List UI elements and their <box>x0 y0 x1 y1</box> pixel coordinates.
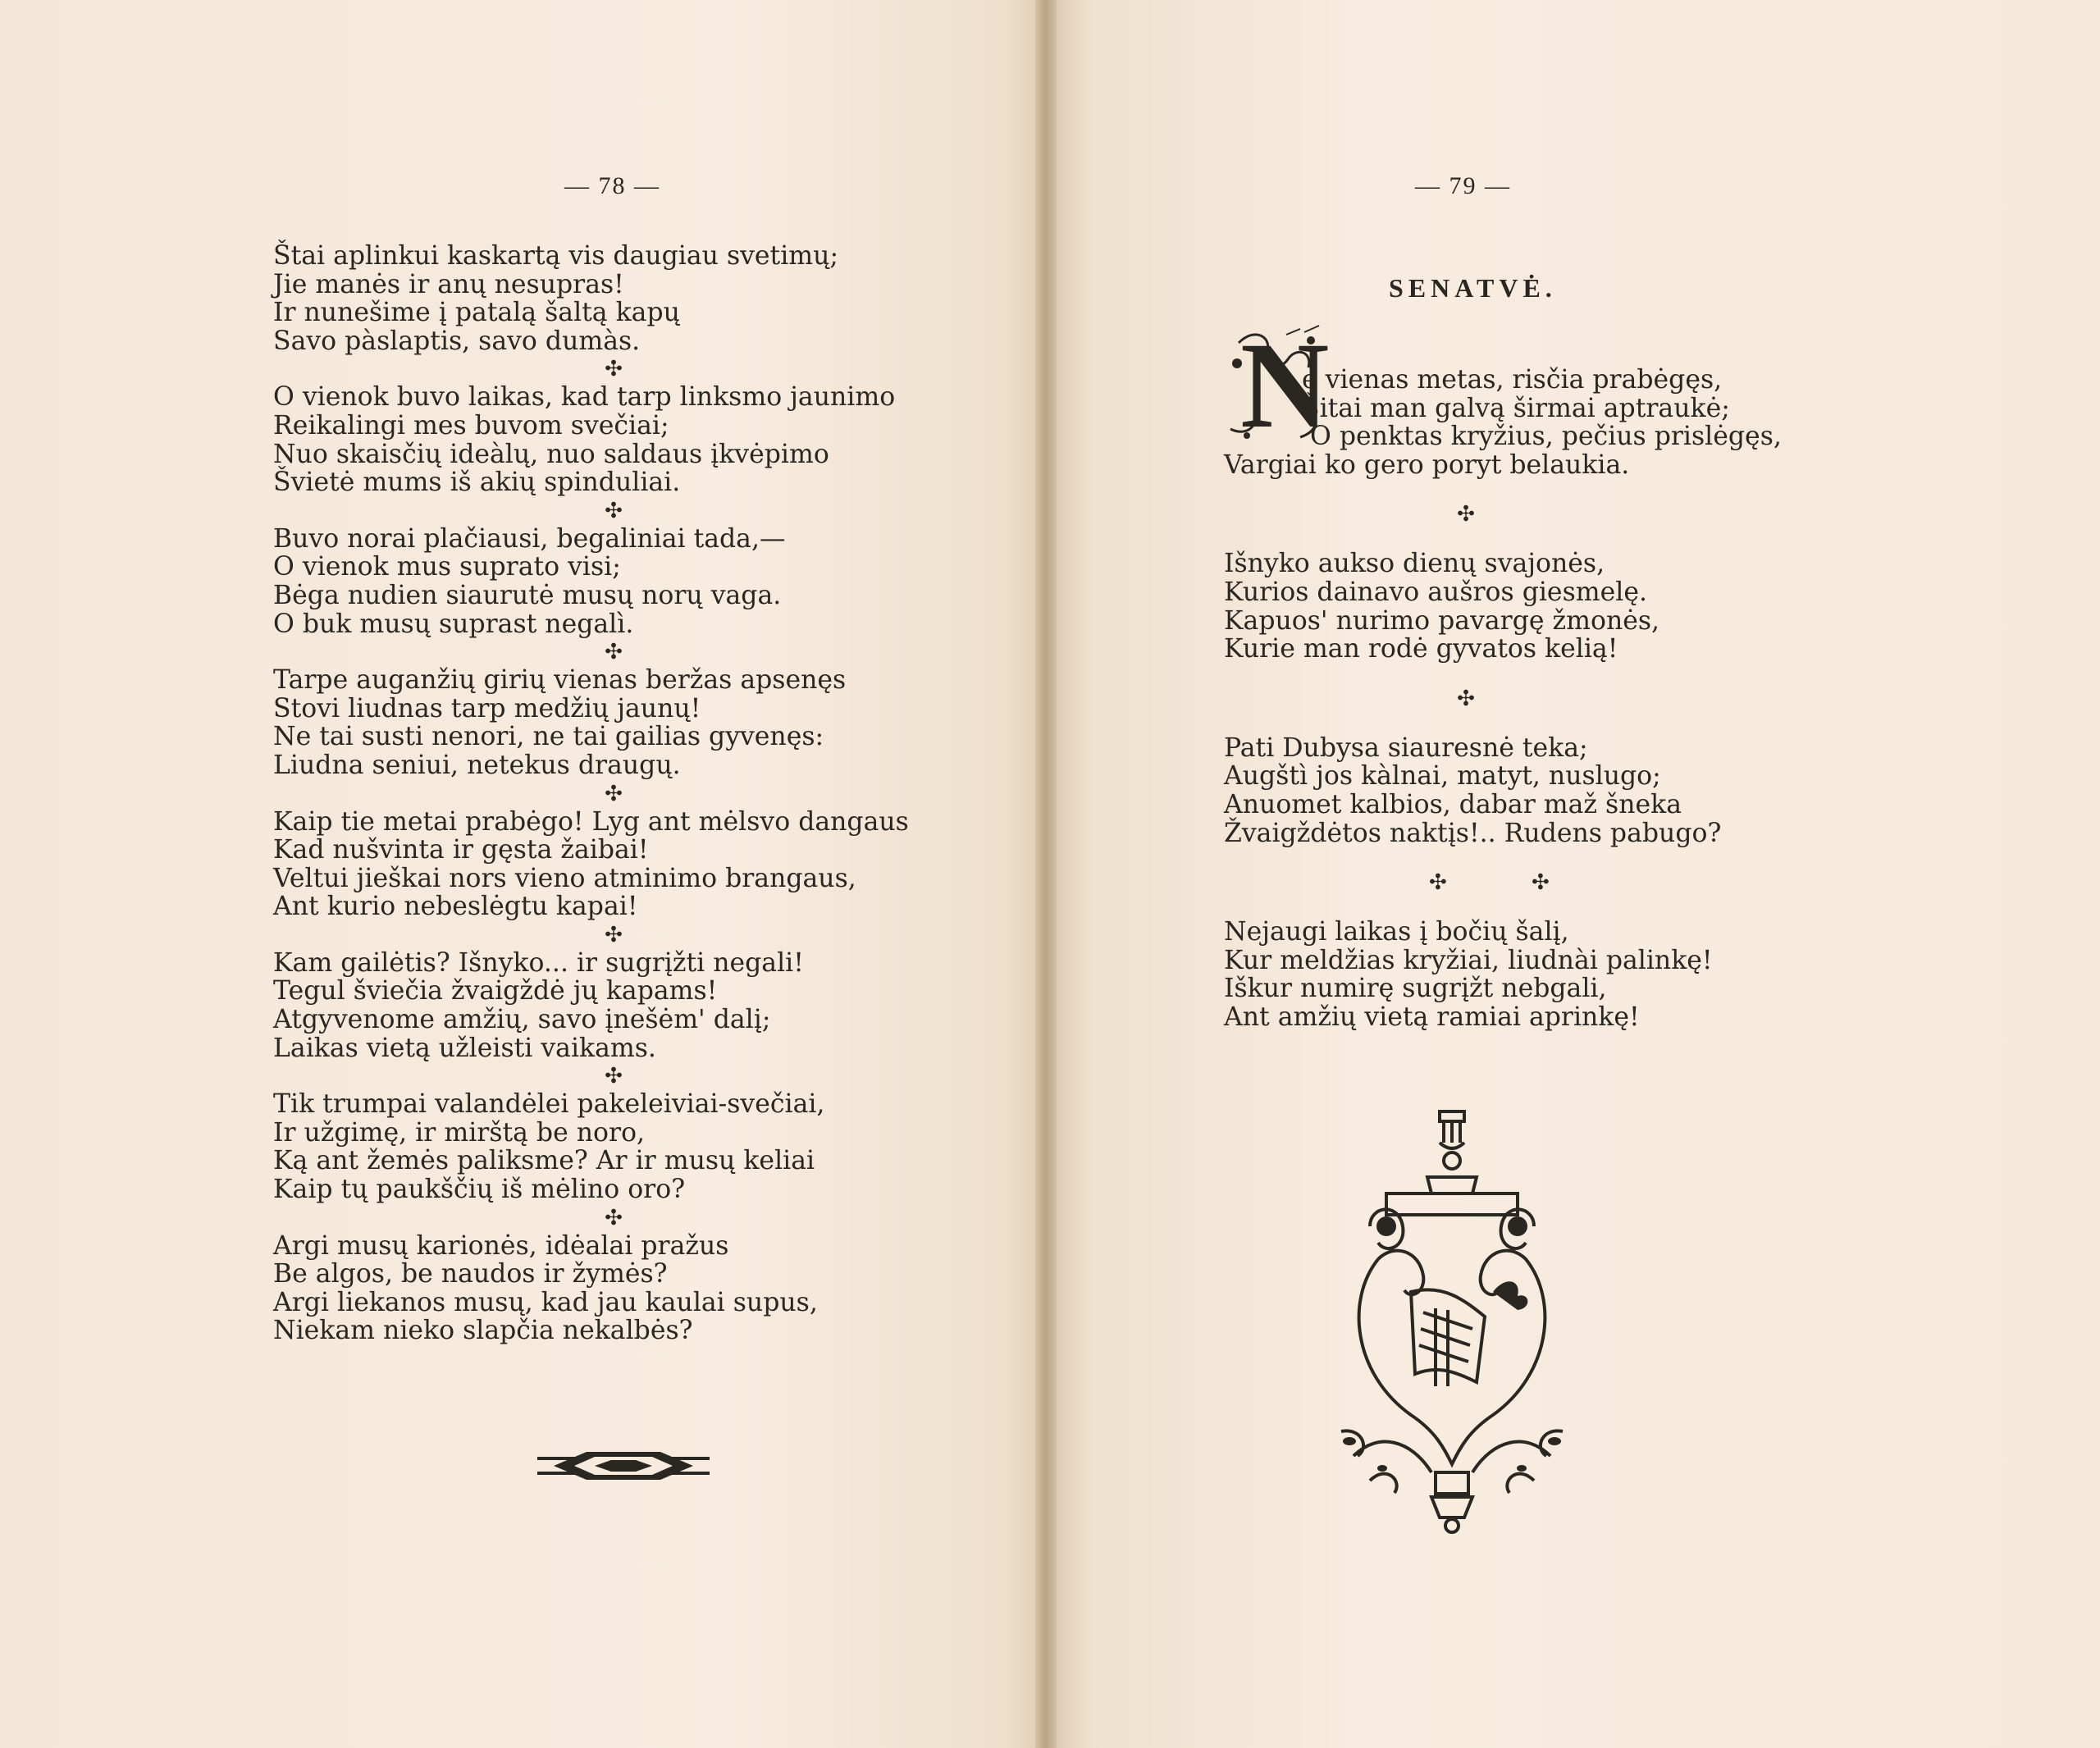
stanza <box>273 1090 954 1203</box>
verse-line: Buvo norai plačiausi, begaliniai tada,— <box>273 523 786 554</box>
verse-line: Ir nunešime į patalą šaltą kapų <box>273 298 680 328</box>
verse-line: Šitai man galvą širmai aptraukė; <box>1302 393 1730 423</box>
stanza-separator: ✣ <box>1457 686 1475 711</box>
verse-line: Kad nušvinta ir gęsta žaibai! <box>273 835 649 865</box>
stanza-separator: ✣ <box>605 640 623 665</box>
drop-cap-letter: N <box>1240 317 1330 454</box>
verse-line: Kam gailėtis? Išnyko... ir sugrįžti negali! <box>273 947 804 978</box>
verse-line: e vienas metas, risčia prabėgęs, <box>1302 365 1723 395</box>
stanza <box>273 242 954 355</box>
verse-line: Švietė mums iš akių spinduliai. <box>273 468 681 498</box>
poem-title: SENATVĖ. <box>1389 273 1557 303</box>
stanza <box>1224 550 1782 663</box>
verse-line: Ne tai susti nenori, ne tai gailias gyvenęs: <box>273 722 824 752</box>
page-number-right: — 79 — <box>1415 172 1511 199</box>
verse-line: Kaip tų paukščių iš mėlino oro? <box>273 1175 686 1205</box>
verse-line: Tik trumpai valandėlei pakeleiviai-svečiai, <box>273 1089 825 1120</box>
verse-line: Iškur numirę sugrįžt nebgali, <box>1224 974 1607 1004</box>
verse-line: Augštì jos kàlnai, matyt, nuslugo; <box>1224 761 1661 792</box>
stanza <box>1224 366 1782 479</box>
right-poem <box>1224 366 1782 1032</box>
stanza-separator: ✣ <box>605 357 623 382</box>
verse-line: Išnyko aukso dienų svajonės, <box>1224 549 1605 579</box>
verse-line: Liudna seniui, netekus draugų. <box>273 750 681 780</box>
stanza <box>273 1232 954 1345</box>
verse-line: Laikas vietą užleisti vaikams. <box>273 1033 656 1063</box>
verse-line: Ant kurio nebeslėgtu kapai! <box>273 892 638 922</box>
verse-line: Stovi liudnas tarp medžių jaunų! <box>273 693 701 723</box>
verse-line: Žvaigždėtos naktįs!.. Rudens pabugo? <box>1224 818 1722 848</box>
verse-line: O vienok buvo laikas, kad tarp linksmo jaunimo <box>273 382 896 413</box>
verse-line: Pati Dubysa siauresnė teka; <box>1224 733 1588 763</box>
stanza <box>273 808 954 921</box>
page-number-left: — 78 — <box>564 172 660 199</box>
stanza-separator: ✣ <box>1457 502 1475 527</box>
stanza <box>273 666 954 779</box>
verse-line: Argi liekanos musų, kad jau kaulai supus, <box>273 1287 818 1317</box>
stanza <box>1224 734 1782 847</box>
stanza-separator: ✣ <box>605 498 623 523</box>
book-gutter <box>1035 0 1057 1748</box>
stanza-separator: ✣ <box>605 1205 623 1230</box>
verse-line: Veltui jieškai nors vieno atminimo brangaus, <box>273 863 856 893</box>
verse-line: Ką ant žemės paliksme? Ar ir musų keliai <box>273 1146 815 1176</box>
verse-line: Be algos, be naudos ir žymės? <box>273 1259 668 1289</box>
stanza <box>273 949 954 1062</box>
stanza-separator: ✣ <box>605 781 623 806</box>
verse-line: Ir užgimę, ir mirštą be noro, <box>273 1117 646 1148</box>
verse-line: Kur meldžias kryžiai, liudnài palinkę! <box>1224 945 1713 975</box>
verse-line: Argi musų karionės, idėalai pražus <box>273 1230 729 1261</box>
stanza <box>1224 918 1782 1031</box>
verse-line: Tegul šviečia žvaigždė jų kapams! <box>273 976 718 1006</box>
stanza-separator: ✣ <box>605 1064 623 1089</box>
verse-line: Bėga nudien siaurutė musų norų vaga. <box>273 580 782 610</box>
separator-mark: ✣ <box>1532 870 1550 896</box>
verse-line: Nuo skaisčių ideàlų, nuo saldaus įkvėpimo <box>273 439 829 469</box>
verse-line: Vargiai ko gero poryt belaukia. <box>1224 450 1630 480</box>
verse-line: Kapuos' nurimo pavargę žmonės, <box>1224 605 1660 636</box>
verse-line: Savo pàslaptis, savo dumàs. <box>273 326 641 356</box>
verse-line: Atgyvenome amžių, savo įnešėm' dalį; <box>273 1005 771 1035</box>
verse-line: Kaip tie metai prabėgo! Lyg ant mėlsvo dangaus <box>273 806 909 837</box>
verse-line: Kurios dainavo aušros giesmelę. <box>1224 577 1647 607</box>
verse-line: Jie manės ir anų nesupras! <box>273 269 624 299</box>
verse-line: O vienok mus suprato visi; <box>273 552 621 582</box>
verse-line: Tarpe auganžių girių vienas beržas apsenęs <box>273 665 847 696</box>
verse-line: Štai aplinkui kaskartą vis daugiau svetimų; <box>273 241 839 271</box>
verse-line: Niekam nieko slapčia nekalbės? <box>273 1316 693 1346</box>
verse-line: O penktas kryžius, pečius prislėgęs, <box>1310 422 1782 452</box>
verse-line: O buk musų suprast negalì. <box>273 609 634 639</box>
left-poem <box>273 242 954 1345</box>
verse-line: Nejaugi laikas į bočių šalį, <box>1224 917 1569 947</box>
verse-line: Anuomet kalbios, dabar maž šneka <box>1224 789 1682 819</box>
separator-mark: ✣ <box>1429 870 1447 896</box>
verse-line: Reikalingi mes buvom svečiai; <box>273 410 669 440</box>
stanza-separator: ✣ <box>605 922 623 947</box>
stanza <box>273 525 954 638</box>
end-ornament <box>537 1445 710 1486</box>
verse-line: Kurie man rodė gyvatos kelią! <box>1224 634 1618 664</box>
verse-line: Ant amžių vietą ramiai aprinkę! <box>1224 1002 1640 1032</box>
stanza <box>273 383 954 496</box>
stanza-separator <box>1224 847 1708 918</box>
cartouche-vignette <box>1321 1103 1583 1538</box>
